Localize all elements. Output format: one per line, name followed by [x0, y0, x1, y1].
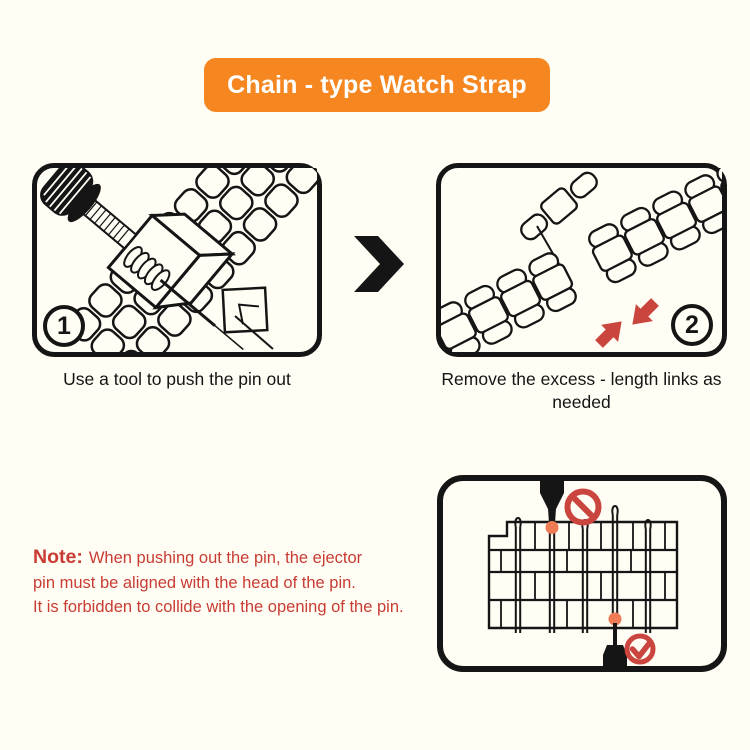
step-2-badge — [671, 304, 713, 346]
step-2-number: 2 — [685, 310, 699, 339]
push-together-arrows-icon — [591, 294, 664, 352]
band-segment-right — [585, 168, 722, 286]
prohibition-icon — [568, 492, 599, 523]
step-1-badge — [43, 305, 85, 347]
note-label: Note: — [33, 546, 83, 568]
note-line-3: It is forbidden to collide with the opening of the pin. — [33, 598, 404, 616]
checkmark-icon — [627, 636, 653, 662]
detail-illustration — [443, 481, 721, 666]
step-1-panel — [32, 163, 322, 357]
note-line-1: Note: When pushing out the pin, the ejector — [33, 546, 363, 568]
step-1-caption: Use a tool to push the pin out — [63, 369, 291, 389]
note-text — [33, 545, 493, 620]
note-line-2: pin must be aligned with the head of the pin. — [33, 573, 356, 592]
ejector-pin-top — [540, 481, 564, 534]
band-segment-left — [441, 249, 580, 352]
ejector-pin-bottom — [603, 613, 627, 667]
step-1-number: 1 — [57, 311, 71, 340]
step-2-caption: Remove the excess - length links as needed — [441, 369, 722, 412]
detail-panel — [437, 475, 727, 672]
step-2-panel — [436, 163, 727, 357]
chevron-right-icon — [352, 234, 406, 294]
title-banner — [204, 58, 550, 112]
page-title: Chain - type Watch Strap — [227, 70, 527, 99]
